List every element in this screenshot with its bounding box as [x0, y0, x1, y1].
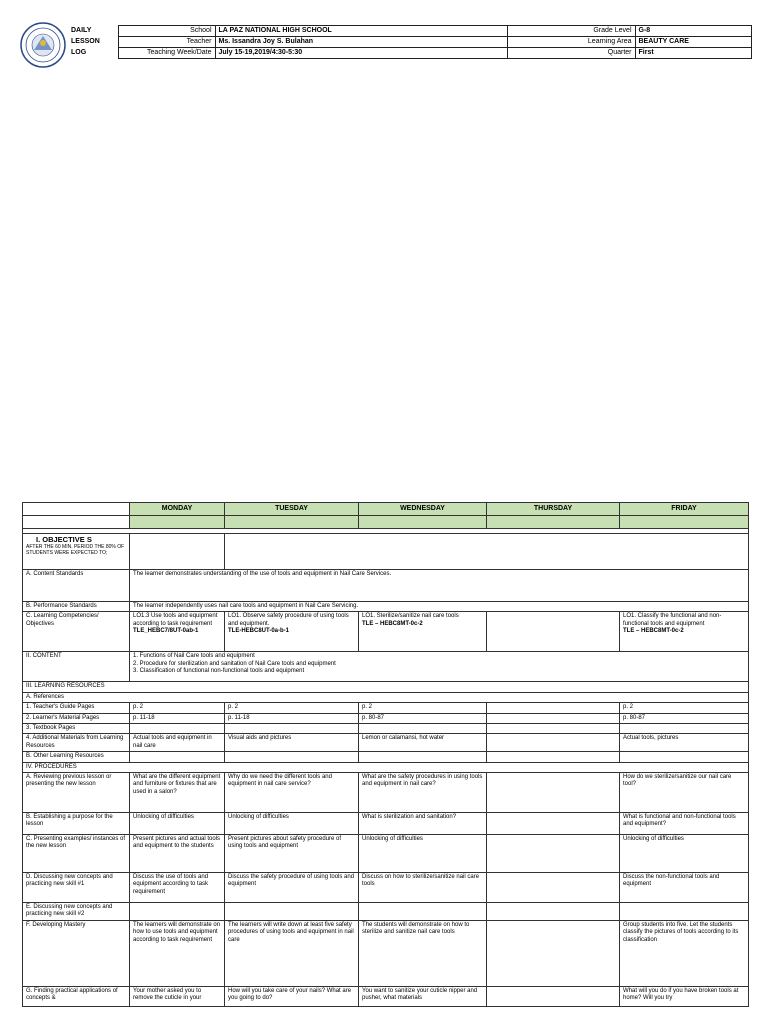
grade-level-value: G-8 — [635, 26, 751, 37]
learners-material-row — [23, 713, 749, 723]
cell-monday — [130, 724, 225, 734]
cell-wednesday: The students will demonstrate on how to sterilize and sanitize nail care tools — [359, 921, 487, 987]
blank-cell — [23, 503, 130, 516]
cell-tuesday: How will you take care of your nails? What are you going to do? — [225, 987, 359, 1007]
cell-monday — [130, 752, 225, 762]
row-label: 3. Textbook Pages — [23, 724, 130, 734]
cell-monday: The learners will demonstrate on how to use tools and equipment according to task requirement — [130, 921, 225, 987]
day-thursday: THURSDAY — [487, 503, 620, 516]
cell-wednesday: What is sterilization and sanitation? — [359, 813, 487, 835]
row-label: 2. Learner's Material Pages — [23, 713, 130, 723]
cell-monday: Your mother asked you to remove the cuticle in your — [130, 987, 225, 1007]
row-label: G. Finding practical applications of concepts & — [23, 987, 130, 1007]
cell-wednesday — [359, 724, 487, 734]
competency-code: TLE – HEBC8MT-0c-2 — [362, 620, 423, 627]
additional-materials-row — [23, 734, 749, 752]
competency-text: LO1. Observe safety procedure of using tools and equipment. — [228, 613, 349, 627]
days-subheader-row — [23, 516, 749, 529]
blank-cell — [130, 534, 225, 570]
cell-tuesday: Unlocking of difficulties — [225, 813, 359, 835]
teacher-value: Ms. Issandra Joy S. Bulahan — [215, 37, 507, 48]
lesson-log-table — [22, 502, 749, 1007]
quarter-value: First — [635, 48, 751, 59]
cell-monday: Present pictures and actual tools and equipment to the students — [130, 835, 225, 873]
cell-friday — [620, 903, 749, 921]
blank-cell — [225, 534, 749, 570]
cell-wednesday: p. 80-87 — [359, 713, 487, 723]
cell-monday: Discuss the use of tools and equipment according to task requirement — [130, 873, 225, 903]
section-heading: III. LEARNING RESOURCES — [23, 682, 749, 692]
school-value: LA PAZ NATIONAL HIGH SCHOOL — [215, 26, 507, 37]
title-line-2: LESSON — [71, 38, 100, 45]
header-table — [68, 25, 752, 59]
row-label: E. Discussing new concepts and practicing new skill #2 — [23, 903, 130, 921]
competency-monday — [130, 612, 225, 652]
cell-thursday — [487, 734, 620, 752]
cell-thursday — [487, 873, 620, 903]
cell-friday: Actual tools, pictures — [620, 734, 749, 752]
objectives-subtitle: AFTER THE 60 MIN. PERIOD THE 80% OF STUDENTS WERE EXPECTED TO; — [26, 544, 125, 556]
cell-monday: p. 11-18 — [130, 713, 225, 723]
cell-wednesday — [359, 903, 487, 921]
cell-friday — [620, 724, 749, 734]
section-heading: IV. PROCEDURES — [23, 762, 749, 772]
week-date-label: Teaching Week/Date — [118, 48, 215, 59]
cell-friday: p. 2 — [620, 703, 749, 713]
cell-thursday — [487, 752, 620, 762]
learning-area-value: BEAUTY CARE — [635, 37, 751, 48]
cell-thursday — [487, 813, 620, 835]
objectives-title: I. OBJECTIVE S — [36, 535, 92, 544]
cell-wednesday: p. 2 — [359, 703, 487, 713]
content-standards-text: The learner demonstrates understanding of the use of tools and equipment in Nail Care Services. — [130, 570, 749, 602]
content-standards-row — [23, 570, 749, 602]
cell-tuesday: Why do we need the different tools and equipment in nail care service? — [225, 773, 359, 813]
other-resources-row — [23, 752, 749, 762]
day-monday: MONDAY — [130, 503, 225, 516]
blank-cell — [23, 516, 130, 529]
cell-friday: p. 80-87 — [620, 713, 749, 723]
cell-tuesday: p. 2 — [225, 703, 359, 713]
days-header-row — [23, 503, 749, 516]
content-item: 3. Classification of functional non-functional tools and equipment — [133, 668, 305, 675]
cell-friday: What is functional and non-functional tools and equipment? — [620, 813, 749, 835]
cell-tuesday — [225, 903, 359, 921]
row-label: II. CONTENT — [23, 652, 130, 682]
cell-monday: p. 2 — [130, 703, 225, 713]
learning-resources-row — [23, 682, 749, 692]
blank-cell — [487, 516, 620, 529]
content-item: 1. Functions of Nail Care tools and equipment — [133, 653, 255, 660]
content-list — [130, 652, 749, 682]
blank-cell — [225, 516, 359, 529]
cell-thursday — [487, 903, 620, 921]
day-friday: FRIDAY — [620, 503, 749, 516]
cell-tuesday — [225, 752, 359, 762]
cell-tuesday: The learners will write down at least five safety procedures of using tools and equipment in nail care — [225, 921, 359, 987]
quarter-label: Quarter — [507, 48, 635, 59]
cell-friday — [620, 752, 749, 762]
cell-friday: How do we sterilize/sanitize our nail care tool? — [620, 773, 749, 813]
procedure-g-row — [23, 987, 749, 1007]
cell-friday: What will you do if you have broken tools at home? Will you try — [620, 987, 749, 1007]
row-label: C. Learning Competencies/ Objectives — [23, 612, 130, 652]
objectives-cell — [23, 534, 130, 570]
procedure-a-row — [23, 773, 749, 813]
cell-wednesday — [359, 752, 487, 762]
cell-tuesday: Present pictures about safety procedure of using tools and equipment — [225, 835, 359, 873]
cell-wednesday: Unlocking of difficulties — [359, 835, 487, 873]
references-row — [23, 692, 749, 702]
cell-thursday — [487, 835, 620, 873]
cell-monday: What are the different equipment and furniture or fixtures that are used in a salon? — [130, 773, 225, 813]
performance-standards-row — [23, 602, 749, 612]
section-heading: A. References — [23, 692, 749, 702]
cell-wednesday: What are the safety procedures in using tools and equipment in nail care? — [359, 773, 487, 813]
cell-monday: Unlocking of difficulties — [130, 813, 225, 835]
deped-seal — [20, 22, 66, 68]
cell-monday: Actual tools and equipment in nail care — [130, 734, 225, 752]
row-label: A. Reviewing previous lesson or presenting the new lesson — [23, 773, 130, 813]
competency-tuesday — [225, 612, 359, 652]
title-line-3: LOG — [71, 49, 87, 56]
objectives-row — [23, 534, 749, 570]
competency-thursday — [487, 612, 620, 652]
cell-tuesday: p. 11-18 — [225, 713, 359, 723]
textbook-row — [23, 724, 749, 734]
cell-thursday — [487, 987, 620, 1007]
competency-code: TLE – HEBC8MT-0c-2 — [623, 628, 684, 635]
school-label: School — [118, 26, 215, 37]
cell-tuesday: Visual aids and pictures — [225, 734, 359, 752]
competency-code: TLE-HEBC8UT-0a-b-1 — [228, 628, 290, 635]
grade-level-label: Grade Level — [507, 26, 635, 37]
row-label: 4. Additional Materials from Learning Resources — [23, 734, 130, 752]
cell-thursday — [487, 703, 620, 713]
procedures-row — [23, 762, 749, 772]
cell-friday: Group students into five. Let the students classify the pictures of tools according to its classification — [620, 921, 749, 987]
row-label: D. Discussing new concepts and practicing new skill #1 — [23, 873, 130, 903]
cell-friday: Unlocking of difficulties — [620, 835, 749, 873]
cell-thursday — [487, 773, 620, 813]
title-line-1: DAILY — [71, 27, 92, 34]
cell-wednesday: Lemon or calamansi, hot water — [359, 734, 487, 752]
row-label: B. Other Learning Resources — [23, 752, 130, 762]
row-label: B. Performance Standards — [23, 602, 130, 612]
procedure-c-row — [23, 835, 749, 873]
competency-code: TLE_HEBC7/8UT-0ab-1 — [133, 628, 199, 635]
day-tuesday: TUESDAY — [225, 503, 359, 516]
teachers-guide-row — [23, 703, 749, 713]
row-label: 1. Teacher's Guide Pages — [23, 703, 130, 713]
competencies-row — [23, 612, 749, 652]
competency-friday — [620, 612, 749, 652]
row-label: F. Developing Mastery — [23, 921, 130, 987]
row-label: C. Presenting examples/ instances of the new lesson — [23, 835, 130, 873]
cell-friday: Discuss the non-functional tools and equipment — [620, 873, 749, 903]
content-row — [23, 652, 749, 682]
competency-text: LO1. Sterilize/sanitize nail care tools — [362, 613, 459, 620]
day-wednesday: WEDNESDAY — [359, 503, 487, 516]
performance-standards-text: The learner independently uses nail care tools and equipment in Nail Care Servicing. — [130, 602, 749, 612]
cell-thursday — [487, 713, 620, 723]
competency-text: LO1.3 Use tools and equipment according to task requirement — [133, 613, 218, 627]
teacher-label: Teacher — [118, 37, 215, 48]
procedure-f-row — [23, 921, 749, 987]
procedure-b-row — [23, 813, 749, 835]
week-date-value: July 15-19,2019/4:30-5:30 — [215, 48, 507, 59]
cell-tuesday: Discuss the safety procedure of using tools and equipment — [225, 873, 359, 903]
content-item: 2. Procedure for sterilization and sanitation of Nail Care tools and equipment — [133, 660, 336, 667]
row-label: A. Content Standards — [23, 570, 130, 602]
procedure-e-row — [23, 903, 749, 921]
competency-wednesday — [359, 612, 487, 652]
blank-cell — [620, 516, 749, 529]
cell-wednesday: Discuss on how to sterilize/sanitize nail care tools — [359, 873, 487, 903]
procedure-d-row — [23, 873, 749, 903]
cell-monday — [130, 903, 225, 921]
competency-text: LO1. Classify the functional and non-functional tools and equipment — [623, 613, 722, 627]
learning-area-label: Learning Area — [507, 37, 635, 48]
blank-cell — [130, 516, 225, 529]
blank-cell — [359, 516, 487, 529]
cell-tuesday — [225, 724, 359, 734]
cell-thursday — [487, 724, 620, 734]
cell-wednesday: You want to sanitize your cuticle nipper and pusher, what materials — [359, 987, 487, 1007]
cell-thursday — [487, 921, 620, 987]
row-label: B. Establishing a purpose for the lesson — [23, 813, 130, 835]
